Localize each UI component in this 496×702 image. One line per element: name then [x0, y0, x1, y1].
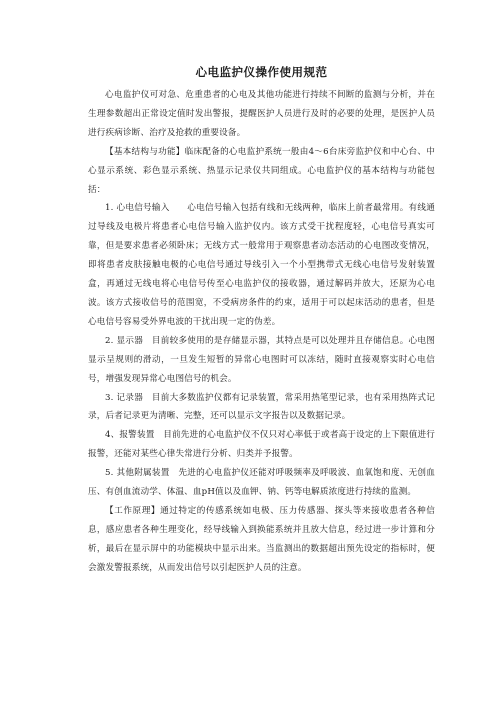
paragraph-basic-structure: 【基本结构与功能】临床配备的心电监护系统一般由4～6台床旁监护仪和中心台、中心显示系统、彩色显示系统、热显示记录仪共同组成。心电监护仪的基本结构与功能包括：	[88, 146, 435, 195]
document-page	[88, 64, 435, 578]
paragraph-accessories: 5. 其他附属装置 先进的心电监护仪还能对呼吸频率及呼吸波、血氧饱和度、无创血压、有创血流动学、体温、血pH值以及血钾、钠、钙等电解质浓度进行持续的监测。	[88, 468, 435, 498]
paragraph-working-principle: 【工作原理】通过特定的传感系统如电极、压力传感器、探头等来接收患者各种信息，感应患者各种生理变化，经导线输入到换能系统并且放大信息，经过进一步计算和分析，最后在显示屏中的功能模块中显示出来。当监测出的数据超出预先设定的指标时，便会激发警报系统，从而发出信号以引起医护人员的注意。	[88, 505, 435, 573]
paragraph-display: 2. 显示器 目前较多使用的是存储显示器，其特点是可以处理并且存储信息。心电图显示呈规则的滑动，一旦发生短暂的异常心电图时可以冻结，随时直接观察实时心电信号，增强发现异常心电图信号的机会。	[88, 335, 435, 384]
paragraph-ecg-input: 1. 心电信号输入 心电信号输入包括有线和无线两种，临床上前者最常用。有线通过导线及电极片将患者心电信号输入监护仪内。该方式受干扰程度轻，心电信号真实可靠，但是要求患者必须卧床；无线方式一般常用于观察患者动态活动的心电图改变情况，即将患者皮肤接触电极的心电信号通过导线引入一个小型携带式无线心电信号发射装置盒，再通过无线电将心电信号传至心电监护仪的接收器，通过解码并放大，还原为心电波。该方式接收信号的范围宽，不受病房条件的约束，适用于可以起床活动的患者，但是心电信号容易受外界电波的干扰出现一定的伪差。	[88, 203, 435, 327]
paragraph-alarm: 4、报警装置 目前先进的心电监护仪不仅只对心率低于或者高于设定的上下限值进行报警，还能对某些心律失常进行分析、归类并予报警。	[88, 430, 435, 460]
paragraph-intro: 心电监护仪可对急、危重患者的心电及其他功能进行持续不间断的监测与分析，并在生理参数超出正常设定值时发出警报，提醒医护人员进行及时的必要的处理，是医护人员进行疾病诊断、治疗及抢救的重要设备。	[88, 90, 435, 138]
paragraph-recorder: 3. 记录器 目前大多数监护仪都有记录装置，常采用热笔型记录，也有采用热阵式记录，后者记录更为清晰、完整，还可以显示文字报告以及数据记录。	[88, 392, 435, 422]
document-title: 心电监护仪操作使用规范	[195, 65, 328, 79]
